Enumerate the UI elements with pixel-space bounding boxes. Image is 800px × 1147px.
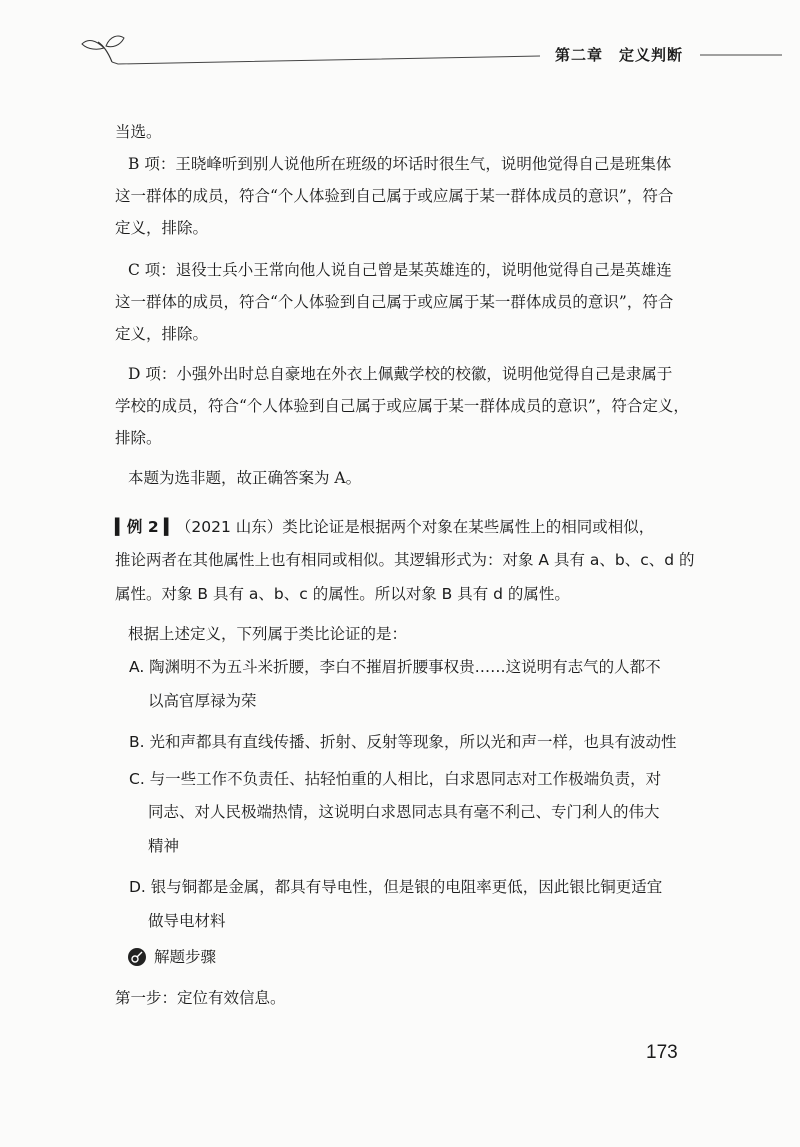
example-line: 推论两者在其他属性上也有相同或相似。其逻辑形式为：对象 A 具有 a、b、c、d 的 (115, 551, 695, 569)
option-a-cont: 以高官厚禄为荣 (148, 692, 257, 710)
steps-icon (127, 947, 147, 967)
paragraph-line: 当选。 (115, 123, 162, 141)
page-header (0, 0, 800, 80)
paragraph-line: B 项：王晓峰听到别人说他所在班级的坏话时很生气，说明他觉得自己是班集体 (128, 155, 672, 173)
option-b: B. 光和声都具有直线传播、折射、反射等现象，所以光和声一样，也具有波动性 (129, 733, 677, 751)
option-d-cont: 做导电材料 (148, 912, 226, 930)
paragraph-line: 定义，排除。 (115, 325, 209, 343)
paragraph-line: 定义，排除。 (115, 219, 209, 237)
steps-title: 解题步骤 (154, 948, 217, 966)
question-stem: 根据上述定义，下列属于类比论证的是： (128, 625, 408, 643)
paragraph-line: 这一群体的成员，符合“个人体验到自己属于或应属于某一群体成员的意识”，符合 (115, 187, 674, 205)
example-label: ▍例 2 ▍ (115, 518, 176, 536)
option-c: C. 与一些工作不负责任、拈轻怕重的人相比，白求恩同志对工作极端负责，对 (129, 770, 662, 788)
option-d: D. 银与铜都是金属，都具有导电性，但是银的电阻率更低，因此银比铜更适宜 (129, 878, 663, 896)
step-line: 第一步：定位有效信息。 (115, 989, 286, 1007)
example-line (115, 516, 695, 538)
paragraph-line: 这一群体的成员，符合“个人体验到自己属于或应属于某一群体成员的意识”，符合 (115, 293, 674, 311)
paragraph-line: C 项：退役士兵小王常向他人说自己曾是某英雄连的，说明他觉得自己是英雄连 (128, 261, 672, 279)
page-number: 173 (646, 1042, 678, 1063)
example-line: 属性。对象 B 具有 a、b、c 的属性。所以对象 B 具有 d 的属性。 (115, 585, 570, 603)
option-a: A. 陶渊明不为五斗米折腰，李白不摧眉折腰事权贵……这说明有志气的人都不 (129, 658, 661, 676)
paragraph-line: 排除。 (115, 429, 162, 447)
option-c-cont: 精神 (148, 837, 180, 855)
example-text: （2021 山东）类比论证是根据两个对象在某些属性上的相同或相似， (175, 518, 655, 536)
paragraph-line: D 项：小强外出时总自豪地在外衣上佩戴学校的校徽，说明他觉得自己是隶属于 (128, 365, 673, 383)
sprout-icon (0, 0, 800, 80)
answer-line: 本题为选非题，故正确答案为 A。 (128, 469, 362, 487)
chapter-title: 第二章 定义判断 (555, 46, 684, 64)
paragraph-line: 学校的成员，符合“个人体验到自己属于或应属于某一群体成员的意识”，符合定义， (115, 397, 689, 415)
option-c-cont: 同志、对人民极端热情，这说明白求恩同志具有毫不利己、专门利人的伟大 (148, 803, 660, 821)
